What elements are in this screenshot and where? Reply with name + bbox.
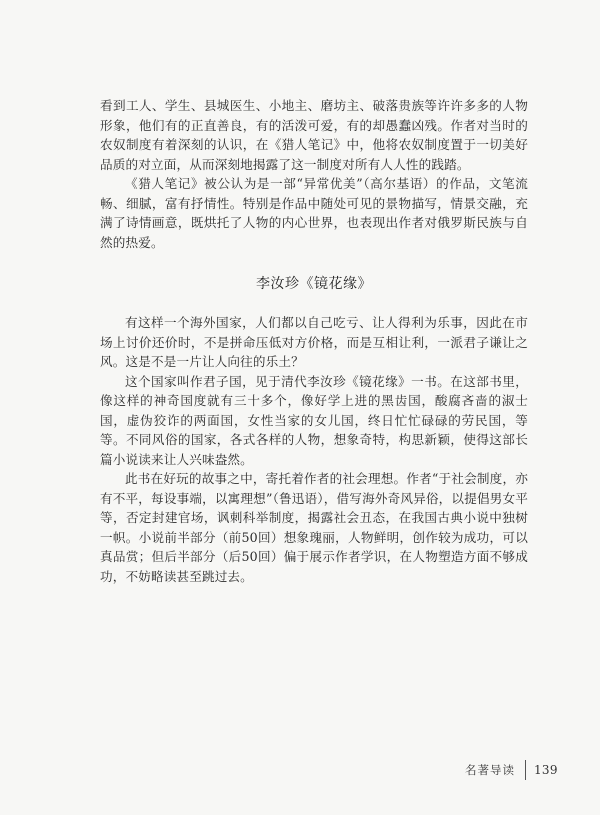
section-title: 李汝珍《镜花缘》 [256,276,372,292]
page-body [100,96,528,586]
footer-book-section-label: 名著导读 [465,763,515,777]
footer-divider [525,760,526,780]
paragraph-book-intro: 这个国家叫作君子国，见于清代李汝珍《镜花缘》一书。在这部书里，像这样的神奇国度就有三十多个，像好学上进的黑齿国，酸腐吝啬的淑士国，虚伪狡诈的两面国，女性当家的女儿国，终日忙忙碌碌的劳民国，等等。不同风俗的国家，各式各样的人物，想象奇特，构思新颖，使得这部长篇小说读来让人兴味盎然。 [100,373,528,467]
page-footer [465,759,558,781]
page-number: 139 [534,763,558,777]
paragraph-gentleman-country: 有这样一个海外国家，人们都以自己吃亏、让人得利为乐事，因此在市场上讨价还价时，不是拼命压低对方价格，而是互相让利，一派君子谦让之风。这是不是一片让人向往的乐土？ [100,315,528,369]
paragraph-hunter-style: 《猎人笔记》被公认为是一部“异常优美”（高尔基语）的作品，文笔流畅、细腻，富有抒情性。特别是作品中随处可见的景物描写，情景交融，充满了诗情画意，既烘托了人物的内心世界，也表现出作者对俄罗斯民族与自然的热爱。 [100,176,528,250]
paragraph-social-ideal: 此书在好玩的故事之中，寄托着作者的社会理想。作者“于社会制度，亦有不平，每设事端，以寓理想”（鲁迅语），借写海外奇风异俗，以提倡男女平等，否定封建官场，讽刺科举制度，揭露社会丑态，在我国古典小说中独树一帜。小说前半部分（前50回）想象瑰丽，人物鲜明，创作较为成功，可以真品赏；但后半部分（后50回）偏于展示作者学识，在人物塑造方面不够成功，不妨略读甚至跳过去。 [100,471,528,584]
paragraph-hunter-continued: 看到工人、学生、县城医生、小地主、磨坊主、破落贵族等许许多多的人物形象，他们有的正直善良，有的活泼可爱，有的却愚蠢凶残。作者对当时的农奴制度有着深刻的认识，在《猎人笔记》中，他将农奴制度置于一切美好品质的对立面，从而深刻地揭露了这一制度对所有人人性的践踏。 [100,98,528,172]
